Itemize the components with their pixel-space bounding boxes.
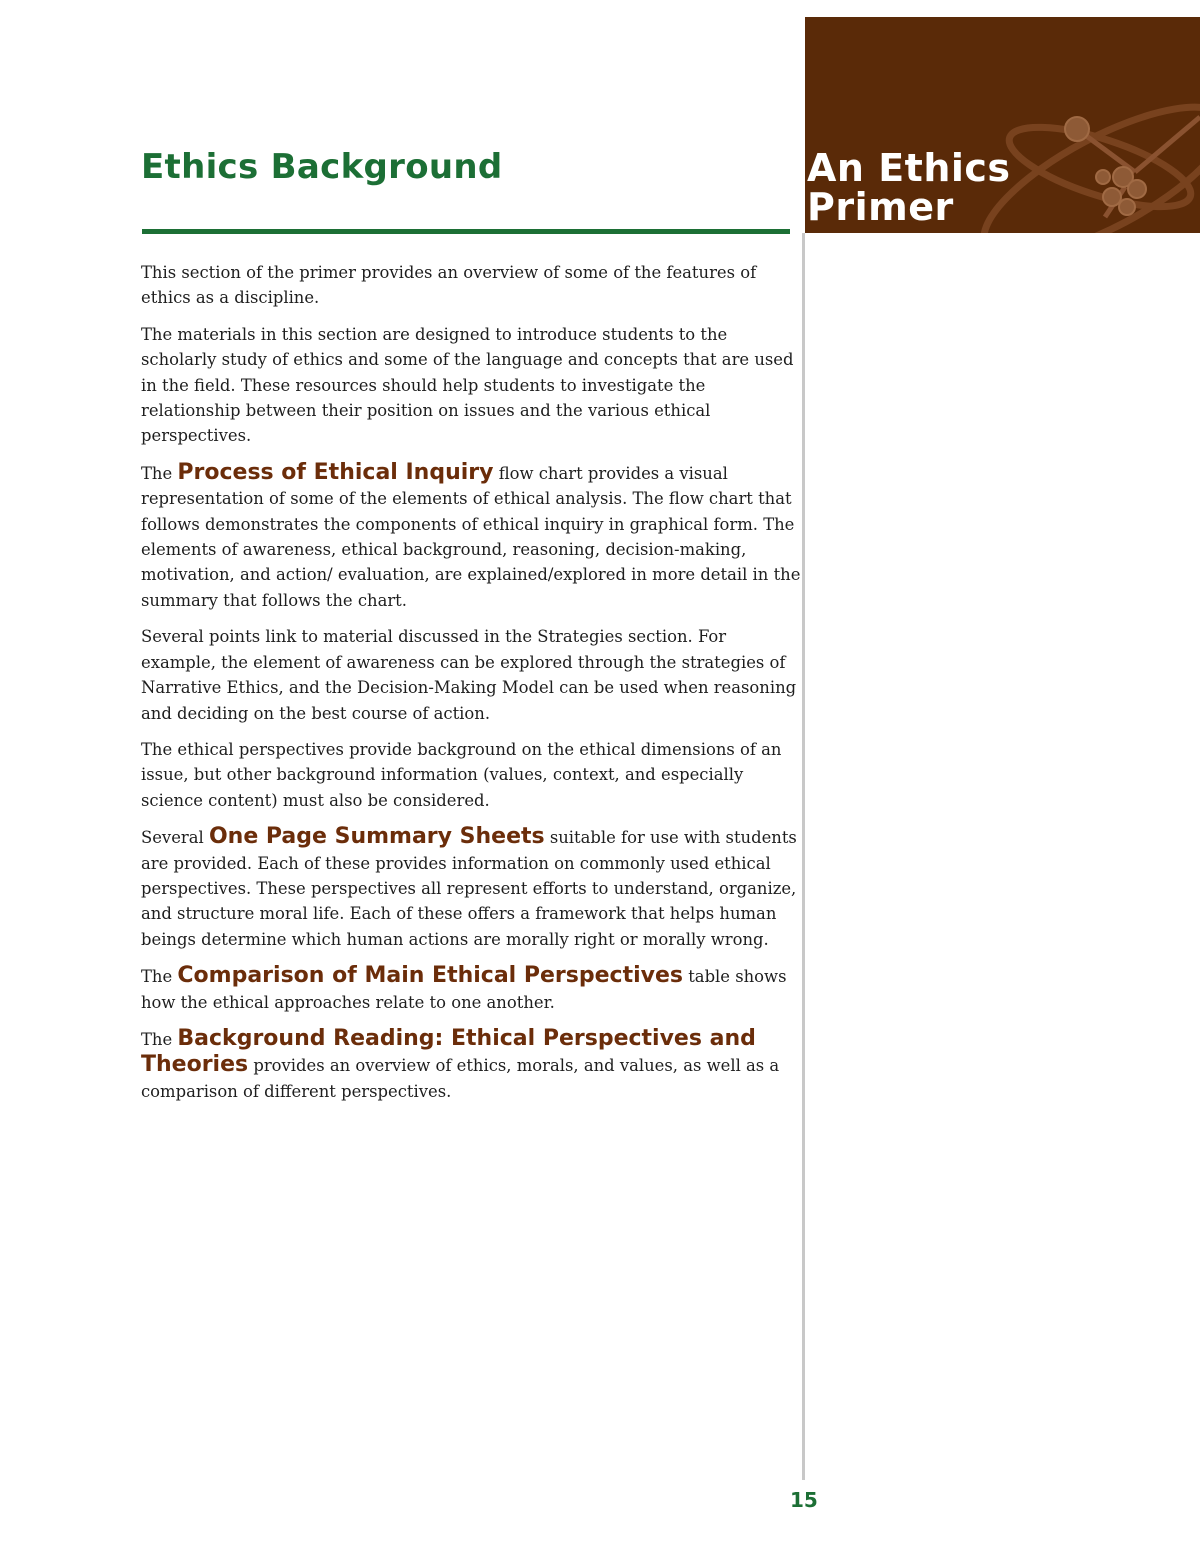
paragraph-text: The — [141, 463, 178, 483]
banner-title — [807, 146, 1011, 229]
paragraph-intro: This section of the primer provides an overview of some of the features of ethics as a discipline. — [141, 263, 757, 308]
paragraph-text: suitable for use with students are provided. Each of these provides information on commonly used ethical perspectives. These perspectives all represent efforts to understand, organize, and structure moral life. Each of these offers a framework that helps human beings determine which human actions are morally right or morally wrong. — [141, 828, 797, 949]
paragraph-background-reading — [141, 1026, 801, 1104]
vertical-divider — [802, 233, 805, 1480]
paragraph-text: The — [141, 967, 178, 987]
paragraph-process-inquiry — [141, 460, 801, 613]
paragraph-text: Several — [141, 828, 209, 848]
one-page-summary-sheets-link[interactable]: One Page Summary Sheets — [208, 824, 545, 850]
primer-banner — [805, 17, 1200, 233]
page-title: Ethics Background — [141, 147, 503, 187]
paragraph-materials: The materials in this section are designed to introduce students to the scholarly study of ethics and some of the language and concepts that are used in the field. These resources should help students to investigate the relationship between their position on issues and the various ethical perspectives. — [141, 324, 794, 446]
paragraph-text: table shows how the ethical approaches relate to one another. — [141, 967, 787, 1012]
paragraph-comparison — [141, 963, 801, 1015]
paragraph-text: flow chart provides a visual representation of some of the elements of ethical analysis. The flow chart that follows demonstrates the components of ethical inquiry in graphical form. The elements of awareness, ethical background, reasoning, decision-making, motivation, and action/ evaluation, are explained/explored in more detail in the summary that follows the chart. — [141, 463, 801, 610]
banner-title-line1: An Ethics — [807, 146, 1011, 190]
paragraph-text: provides an overview of ethics, morals, and values, as well as a comparison of different perspectives. — [141, 1056, 780, 1101]
paragraph-summary-sheets — [141, 824, 801, 952]
paragraph-perspectives: The ethical perspectives provide background on the ethical dimensions of an issue, but other background information (values, context, and especially science content) must also be considered. — [141, 739, 782, 810]
paragraph-text: The — [141, 1029, 178, 1049]
paragraph-strategies: Several points link to material discussed in the Strategies section. For example, the element of awareness can be explored through the strategies of Narrative Ethics, and the Decision-Making Model can be used when reasoning and deciding on the best course of action. — [141, 627, 797, 723]
process-of-ethical-inquiry-link[interactable]: Process of Ethical Inquiry — [177, 459, 494, 485]
comparison-of-perspectives-link[interactable]: Comparison of Main Ethical Perspectives — [177, 963, 683, 989]
title-underline — [142, 229, 790, 234]
background-reading-link[interactable]: Background Reading: Ethical Perspectives and Theories — [141, 1025, 756, 1078]
banner-title-line2: Primer — [807, 185, 954, 229]
body-text — [141, 260, 801, 1115]
page-number: 15 — [790, 1488, 818, 1512]
